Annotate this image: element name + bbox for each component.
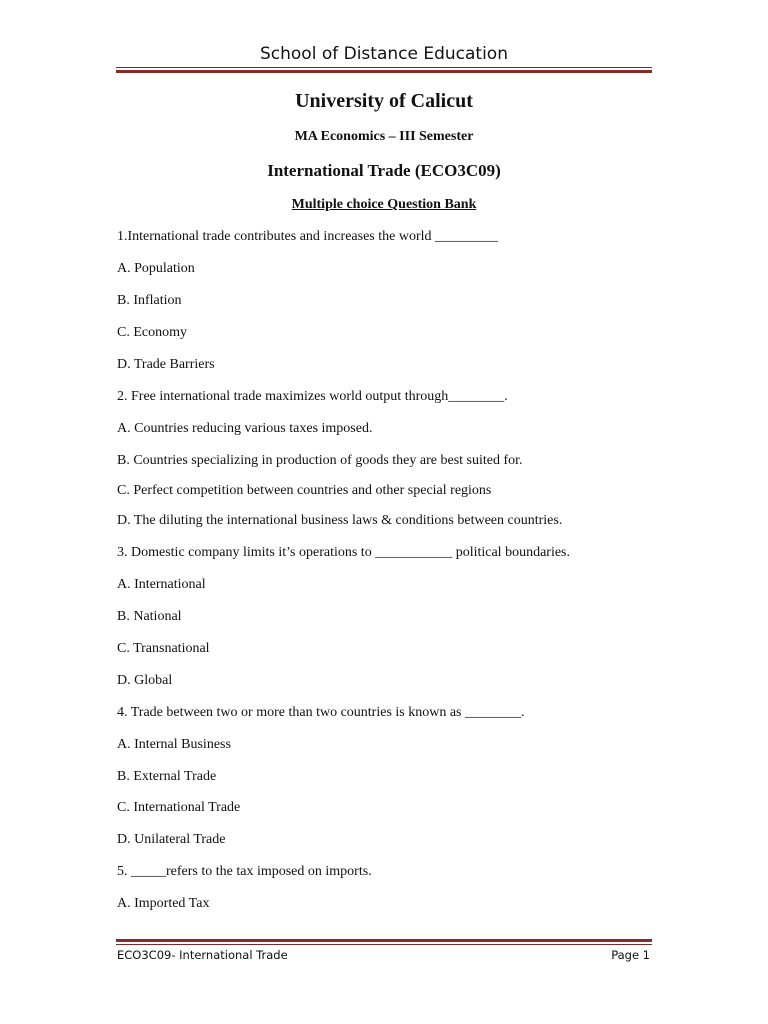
option-line: D. The diluting the international business laws & conditions between countries.	[117, 513, 563, 528]
footer-rule-thick	[116, 939, 652, 942]
option-line: A. International	[117, 577, 206, 592]
question-line: 5. _____refers to the tax imposed on imports.	[117, 864, 372, 879]
question-bank-title: Multiple choice Question Bank	[291, 197, 477, 212]
option-line: D. Unilateral Trade	[117, 832, 226, 847]
option-line: A. Population	[117, 261, 195, 276]
question-line: 4. Trade between two or more than two countries is known as ________.	[117, 705, 525, 720]
option-line: D. Global	[117, 673, 173, 688]
question-line: 2. Free international trade maximizes world output through________.	[117, 389, 508, 404]
option-line: B. External Trade	[117, 769, 217, 784]
option-line: C. International Trade	[117, 800, 241, 815]
footer-rule-thin	[116, 944, 652, 945]
option-line: A. Countries reducing various taxes imposed.	[117, 421, 373, 436]
question-line: 3. Domestic company limits it’s operations to ___________ political boundaries.	[117, 545, 570, 560]
university-title: University of Calicut	[295, 90, 473, 112]
program-title: MA Economics – III Semester	[294, 129, 474, 144]
header-title: School of Distance Education	[259, 44, 508, 64]
header-rule-thin	[116, 67, 652, 68]
option-line: C. Economy	[117, 325, 187, 340]
option-line: C. Transnational	[117, 641, 210, 656]
option-line: A. Internal Business	[117, 737, 231, 752]
option-line: A. Imported Tax	[117, 896, 210, 911]
course-title: International Trade (ECO3C09)	[267, 161, 501, 180]
option-line: B. Inflation	[117, 293, 182, 308]
option-line: B. Countries specializing in production of goods they are best suited for.	[117, 453, 523, 468]
question-line: 1.International trade contributes and increases the world _________	[117, 229, 498, 244]
footer-course: ECO3C09- International Trade	[117, 948, 288, 962]
option-line: D. Trade Barriers	[117, 357, 215, 372]
page-number: Page 1	[611, 948, 650, 962]
option-line: B. National	[117, 609, 182, 624]
option-line: C. Perfect competition between countries and other special regions	[117, 483, 492, 498]
header-rule-thick	[116, 70, 652, 73]
